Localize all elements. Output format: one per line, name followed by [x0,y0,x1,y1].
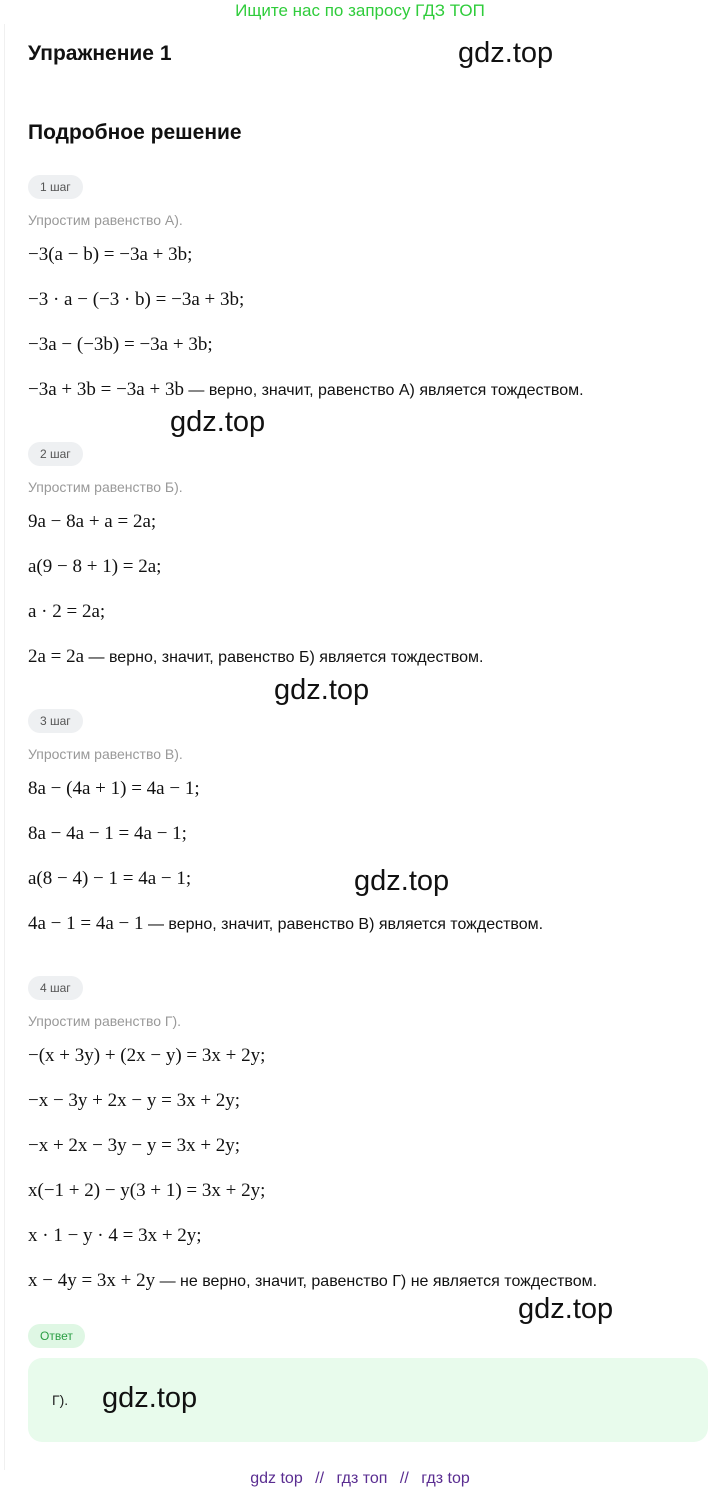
watermark: gdz.top [102,1382,198,1414]
exercise-title: Упражнение 1 [28,42,172,65]
step-badge: 2 шаг [28,442,83,466]
equation-line: a · 2 = 2a; [28,601,106,622]
equation-line: −3 · a − (−3 · b) = −3a + 3b; [28,289,245,310]
footer-link[interactable]: gdz top [250,1470,303,1487]
step-hint: Упростим равенство Б). [28,479,183,495]
section-title: Подробное решение [28,121,242,144]
equation-line: −3a + 3b = −3a + 3b — верно, значит, равенство А) является тождеством. [28,379,584,400]
footer-link[interactable]: гдз top [421,1470,470,1487]
step-hint: Упростим равенство В). [28,746,183,762]
equation-line: 8a − (4a + 1) = 4a − 1; [28,778,200,799]
watermark: gdz.top [458,37,554,69]
equation-line: −x − 3y + 2x − y = 3x + 2y; [28,1090,241,1111]
equation-line: 4a − 1 = 4a − 1 — верно, значит, равенство В) является тождеством. [28,913,544,934]
step-badge: 3 шаг [28,709,83,733]
answer-box [28,1358,708,1442]
watermark: gdz.top [170,406,266,438]
equation-line: x(−1 + 2) − y(3 + 1) = 3x + 2y; [28,1180,266,1201]
footer-link[interactable]: гдз топ [336,1470,388,1487]
equation-line: −x + 2x − 3y − y = 3x + 2y; [28,1135,241,1156]
watermark: gdz.top [274,674,370,706]
equation-line: 9a − 8a + a = 2a; [28,511,157,532]
equation-line: a(9 − 8 + 1) = 2a; [28,556,162,577]
footer-separator: // [315,1470,325,1487]
footer-links [0,1470,720,1488]
top-banner: Ищите нас по запросу ГДЗ ТОП [235,1,485,20]
step-hint: Упростим равенство А). [28,212,183,228]
watermark: gdz.top [354,865,450,897]
equation-line: −3(a − b) = −3a + 3b; [28,244,193,265]
equation-line: −(x + 3y) + (2x − y) = 3x + 2y; [28,1045,266,1066]
equation-line: x − 4y = 3x + 2y — не верно, значит, равенство Г) не является тождеством. [28,1270,598,1291]
answer-badge: Ответ [28,1324,85,1348]
equation-line: a(8 − 4) − 1 = 4a − 1; [28,868,192,889]
equation-line: 8a − 4a − 1 = 4a − 1; [28,823,187,844]
step-badge: 1 шаг [28,175,83,199]
step-hint: Упростим равенство Г). [28,1013,182,1029]
equation-line: −3a − (−3b) = −3a + 3b; [28,334,213,355]
footer-separator: // [399,1470,409,1487]
answer-text: Г). [52,1392,69,1408]
watermark: gdz.top [518,1293,614,1325]
equation-line: 2a = 2a — верно, значит, равенство Б) является тождеством. [28,646,484,667]
equation-line: x · 1 − y · 4 = 3x + 2y; [28,1225,202,1246]
step-badge: 4 шаг [28,976,83,1000]
